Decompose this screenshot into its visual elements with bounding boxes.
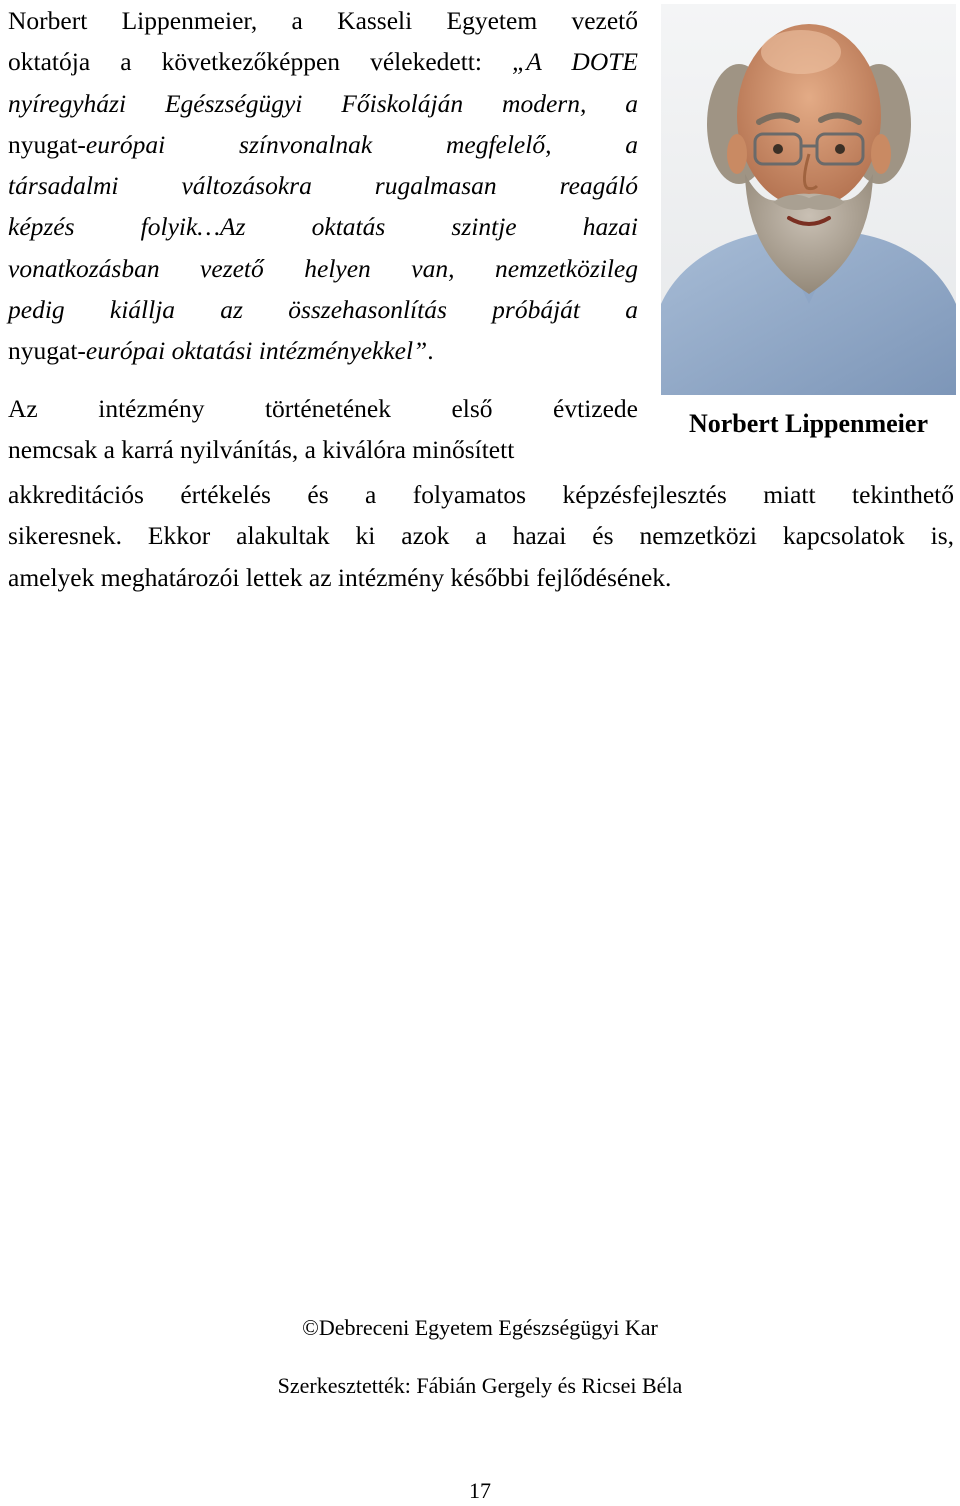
quote-text-italic: képzés folyik…Az oktatás szintje hazai — [8, 212, 638, 242]
paragraph-line: amelyek meghatározói lettek az intézmény későbbi fejlődésének. — [8, 562, 672, 592]
paragraph-line: nemcsak a karrá nyilvánítás, a kiválóra minősített — [8, 435, 515, 465]
quote-line — [8, 41, 638, 82]
paragraph-line: sikeresnek. Ekkor alakultak ki azok a hazai és nemzetközi kapcsolatok is, — [8, 521, 954, 551]
quote-line — [8, 83, 638, 124]
paragraph-line: Az intézmény történetének első évtizede — [8, 394, 638, 423]
quote-line — [8, 124, 638, 165]
paragraph-line: akkreditációs értékelés és a folyamatos képzésfejlesztés miatt tekinthető — [8, 480, 954, 509]
quote-text: nyugat- — [8, 129, 86, 159]
quote-text: . — [427, 336, 434, 366]
quote-text-italic: európai színvonalnak megfelelő, a — [85, 129, 638, 159]
history-paragraph-continued — [8, 474, 954, 598]
portrait-photo — [661, 4, 956, 395]
quote-line — [8, 0, 638, 41]
quote-text-italic: társadalmi változásokra rugalmasan reagáló — [8, 171, 638, 201]
quote-text-italic: pedig kiállja az összehasonlítás próbáját a — [8, 295, 638, 325]
quote-text: Norbert Lippenmeier, a Kasseli Egyetem vezető — [8, 6, 638, 35]
editors-credit: Szerkesztették: Fábián Gergely és Ricsei Béla — [277, 1373, 683, 1398]
quote-paragraph — [8, 0, 638, 372]
page-number: 17 — [469, 1478, 491, 1503]
quote-text: nyugat- — [8, 336, 86, 366]
copyright-notice: ©Debreceni Egyetem Egészségügyi Kar — [302, 1315, 658, 1340]
quote-text-italic: vonatkozásban vezető helyen van, nemzetközileg — [8, 253, 638, 283]
quote-line — [8, 330, 638, 371]
quote-text-italic: „A DOTE — [512, 47, 639, 77]
quote-line — [8, 248, 638, 289]
quote-text-italic: európai oktatási intézményekkel” — [85, 336, 428, 366]
quote-line — [8, 165, 638, 206]
quote-line — [8, 289, 638, 330]
quote-line — [8, 206, 638, 247]
photo-caption: Norbert Lippenmeier — [688, 409, 928, 438]
history-paragraph-start — [8, 388, 638, 471]
quote-text: oktatója a következőképpen vélekedett: — [8, 47, 513, 77]
quote-text-italic: nyíregyházi Egészségügyi Főiskoláján modern, a — [8, 88, 638, 118]
